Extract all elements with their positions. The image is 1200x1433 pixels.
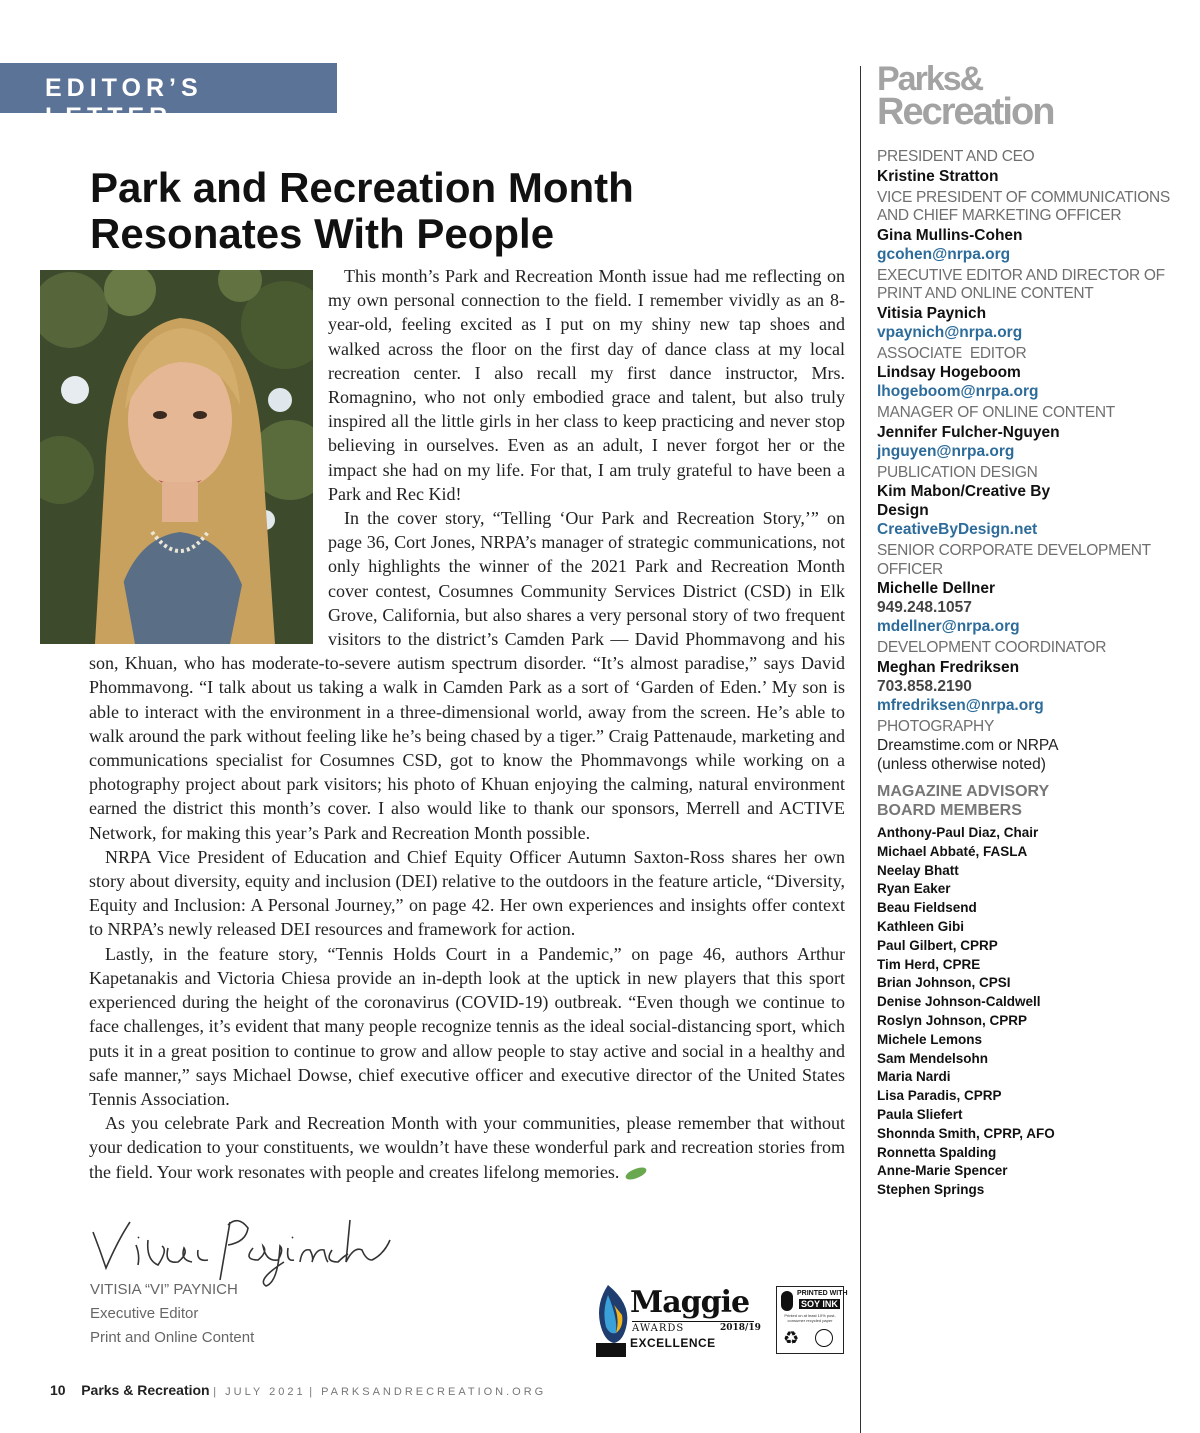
advisory-member: Michael Abbaté, FASLA: [877, 843, 1028, 859]
footer-issue-date: JULY 2021: [225, 1386, 306, 1398]
staff-email-link[interactable]: mfredriksen@nrpa.org: [877, 696, 1044, 714]
maggie-awards-label: AWARDS: [632, 1323, 685, 1334]
staff-entry: [877, 542, 1197, 636]
advisory-member: Ryan Eaker: [877, 881, 951, 897]
staff-list: [877, 148, 1197, 774]
editor-signoff: [90, 1278, 254, 1350]
staff-email-link[interactable]: gcohen@nrpa.org: [877, 245, 1011, 263]
staff-name: Gina Mullins-Cohen: [877, 226, 1023, 244]
recycle-icon: ♻: [783, 1328, 800, 1348]
advisory-member: Beau Fieldsend: [877, 900, 977, 916]
advisory-member: Roslyn Johnson, CPRP: [877, 1012, 1028, 1028]
article-paragraph: NRPA Vice President of Education and Chief Equity Officer Autumn Saxton-Ross shares her own story about diversity, equity and inclusion (DEI) relative to the outdoors in the feature article, “Diversity, Equity and Inclusion: A Personal Journey,” on page 42. Her own experiences and insights offer context to NRPA’s newly released DEI resources and framework for action.: [89, 846, 845, 940]
photo-wrap-spacer: [89, 264, 328, 648]
advisory-member: Denise Johnson-Caldwell: [877, 994, 1041, 1010]
footer-magazine-title: Parks & Recreation: [81, 1382, 210, 1398]
article-paragraph: Lastly, in the feature story, “Tennis Holds Court in a Pandemic,” on page 46, authors Arthur Kapetanakis and Victoria Chiesa provide an in-depth look at the uptick in new players that this sport experienced during the height of the coronavirus (COVID-19) outbreak. “Even though we continue to face challenges, it’s evident that many people recognize tennis as the ideal social-distancing sport, which puts it in a great position to continue to grow and allow people to stay active and social in a healthy and safe manner,” says Michael Dowse, chief executive officer and executive director of the United States Tennis Association.: [89, 943, 845, 1109]
staff-name: Michelle Dellner: [877, 580, 996, 597]
staff-role: PRESIDENT AND CEO: [877, 148, 1035, 165]
staff-entry: [877, 464, 1197, 540]
footer-website: PARKSANDRECREATION.ORG: [321, 1386, 547, 1398]
editor-title: Executive Editor: [90, 1305, 199, 1322]
advisory-member: Brian Johnson, CPSI: [877, 975, 1011, 991]
staff-email-link[interactable]: vpaynich@nrpa.org: [877, 323, 1023, 341]
staff-website-link[interactable]: CreativeByDesign.net: [877, 521, 1038, 538]
maggie-word: Maggie: [630, 1285, 750, 1320]
footer-separator: |: [309, 1386, 322, 1398]
staff-entry: [877, 345, 1197, 402]
logo-line-2: Recreation: [877, 91, 1054, 133]
staff-entry: [877, 189, 1197, 264]
article-headline: [90, 165, 810, 257]
maggie-excellence: EXCELLENCE: [630, 1336, 716, 1350]
maggie-year: 2018/19: [720, 1323, 761, 1333]
article-paragraph: In the cover story, “Telling ‘Our Park and Recreation Story,’” on page 36, Cort Jones, NRPA’s manager of strategic communications, not only highlights the winner of the 2021 Park and Recreation Month cover contest, Cosumnes Community Services District (CSD) in Elk Grove, California, but also shares a very personal story of two frequent visitors to the district’s Camden Park — David Phommavong and his son, Khuan, who has moderate-to-severe autism spectrum disorder. “It’s almost paradise,” says David Phommavong. “I talk about us taking a walk in Camden Park as a sort of ‘Garden of Eden.’ My son is able to interact with the environment in a three-dimensional world, away from the screen. He’s able to walk around the park without feeling like he’s being chased by a tiger.” Craig Pattenaude, marketing and communications specialist for Cosumnes CSD, got to know the Phommavongs while working on a photography project about park visitors; his photo of Khuan enjoying the calming, natural environment earned the district this month’s cover. I also would like to thank our sponsors, Merrell and ACTIVE Network, for making this year’s Park and Recreation Month possible.: [89, 508, 845, 843]
logo-line-1: Parks&: [877, 60, 983, 98]
staff-entry: [877, 639, 1197, 715]
masthead-sidebar: [877, 60, 1197, 1200]
staff-name: Vitisia Paynich: [877, 304, 987, 322]
maggie-award-badge: [594, 1283, 761, 1358]
editor-name: VITISIA “VI” PAYNICH: [90, 1281, 238, 1298]
advisory-member-list: [877, 824, 1197, 1200]
staff-email-link[interactable]: lhogeboom@nrpa.org: [877, 383, 1039, 400]
staff-name: Kristine Stratton: [877, 167, 999, 185]
advisory-member: Anne-Marie Spencer: [877, 1163, 1008, 1179]
staff-role: DEVELOPMENT COORDINATOR: [877, 639, 1107, 656]
article-paragraph: This month’s Park and Recreation Month issue had me reflecting on my own personal connection to the field. I remember vividly as an 8-year-old, feeling excited as I put on my shiny new tap shoes and walked across the floor on the first day of dance class at my local recreation center. I also recall my first dance instructor, Mrs. Romagnino, who not only embodied grace and talent, but also truly inspired all the little girls in her class to keep practicing and never stop believing in ourselves. Even as an adult, I never forgot her or the impact she had on my life. For that, I am truly grateful to have been a Park and Rec Kid!: [328, 266, 845, 504]
advisory-member: Kathleen Gibi: [877, 918, 965, 934]
soy-ink-printed-with: PRINTED WITH: [797, 1290, 848, 1297]
staff-name: Kim Mabon/Creative By Design: [877, 483, 1051, 519]
staff-entry: [877, 267, 1197, 342]
staff-name: Lindsay Hogeboom: [877, 364, 1021, 381]
staff-role: MANAGER OF ONLINE CONTENT: [877, 404, 1115, 421]
article-body: [89, 264, 845, 1184]
advisory-member: Anthony-Paul Diaz, Chair: [877, 825, 1039, 840]
photography-role: PHOTOGRAPHY: [877, 717, 994, 735]
staff-entry: [877, 404, 1197, 461]
advisory-board: [877, 782, 1197, 1200]
editor-department: Print and Online Content: [90, 1329, 255, 1346]
soybean-icon: [781, 1291, 793, 1311]
section-banner-label: EDITOR’S LETTER: [45, 74, 203, 131]
closing-paragraph-text: As you celebrate Park and Recreation Month with your communities, please remember that without your dedication to your constituents, we wouldn’t have these wonderful park and recreation stories from the field. Your work resonates with people and creates lifelong memories.: [89, 1113, 845, 1182]
staff-entry: [877, 148, 1197, 186]
page-number: 10: [50, 1382, 66, 1398]
column-divider: [860, 66, 861, 1433]
staff-phone: 949.248.1057: [877, 599, 972, 616]
advisory-member: Paul Gilbert, CPRP: [877, 937, 998, 953]
parks-recreation-logo: [877, 60, 1197, 133]
advisory-member: Ronnetta Spalding: [877, 1144, 997, 1160]
advisory-member: Shonnda Smith, CPRP, AFO: [877, 1125, 1055, 1141]
staff-role: EXECUTIVE EDITOR AND DIRECTOR OF PRINT AND ONLINE CONTENT: [877, 266, 1165, 302]
article-paragraph-last: [89, 1111, 845, 1184]
staff-email-link[interactable]: mdellner@nrpa.org: [877, 618, 1020, 635]
advisory-member: Stephen Springs: [877, 1182, 985, 1198]
headline-line-1: Park and Recreation Month: [90, 164, 634, 211]
soy-ink-label: SOY INK: [801, 1299, 838, 1309]
advisory-member: Paula Sliefert: [877, 1106, 963, 1122]
staff-name: Meghan Fredriksen: [877, 658, 1020, 676]
advisory-heading-line-2: BOARD MEMBERS: [877, 802, 1022, 819]
advisory-member: Lisa Paradis, CPRP: [877, 1088, 1002, 1104]
staff-role: VICE PRESIDENT OF COMMUNICATIONS AND CHIEF MARKETING OFFICER: [877, 188, 1170, 224]
advisory-member: Maria Nardi: [877, 1069, 951, 1085]
advisory-member: Michele Lemons: [877, 1031, 983, 1047]
advisory-heading: [877, 782, 1197, 820]
staff-role: PUBLICATION DESIGN: [877, 463, 1038, 481]
recycled-seal-icon: [815, 1329, 833, 1347]
recycled-paper-note: Printed on at least 10% post-consumer recycled paper: [784, 1313, 836, 1323]
advisory-member: Sam Mendelsohn: [877, 1050, 989, 1066]
photography-note: (unless otherwise noted): [877, 756, 1046, 773]
soy-ink-badge: [776, 1286, 848, 1354]
advisory-member: Neelay Bhatt: [877, 862, 959, 878]
staff-role: ASSOCIATE EDITOR: [877, 344, 1027, 362]
maggie-rule: [632, 1321, 754, 1322]
staff-name: Jennifer Fulcher-Nguyen: [877, 423, 1060, 441]
headline-line-2: Resonates With People: [90, 210, 555, 257]
page-footer: [50, 1382, 546, 1398]
staff-phone: 703.858.2190: [877, 677, 972, 695]
footer-separator: |: [213, 1386, 226, 1398]
advisory-heading-line-1: MAGAZINE ADVISORY: [877, 783, 1050, 800]
photography-source: Dreamstime.com or NRPA: [877, 737, 1059, 754]
section-banner: [0, 63, 337, 131]
photography-credit: [877, 718, 1197, 775]
staff-role: SENIOR CORPORATE DEVELOPMENT OFFICER: [877, 542, 1151, 578]
leaf-end-mark-icon: [624, 1165, 648, 1182]
advisory-member: Tim Herd, CPRE: [877, 956, 981, 972]
staff-email-link[interactable]: jnguyen@nrpa.org: [877, 442, 1015, 460]
